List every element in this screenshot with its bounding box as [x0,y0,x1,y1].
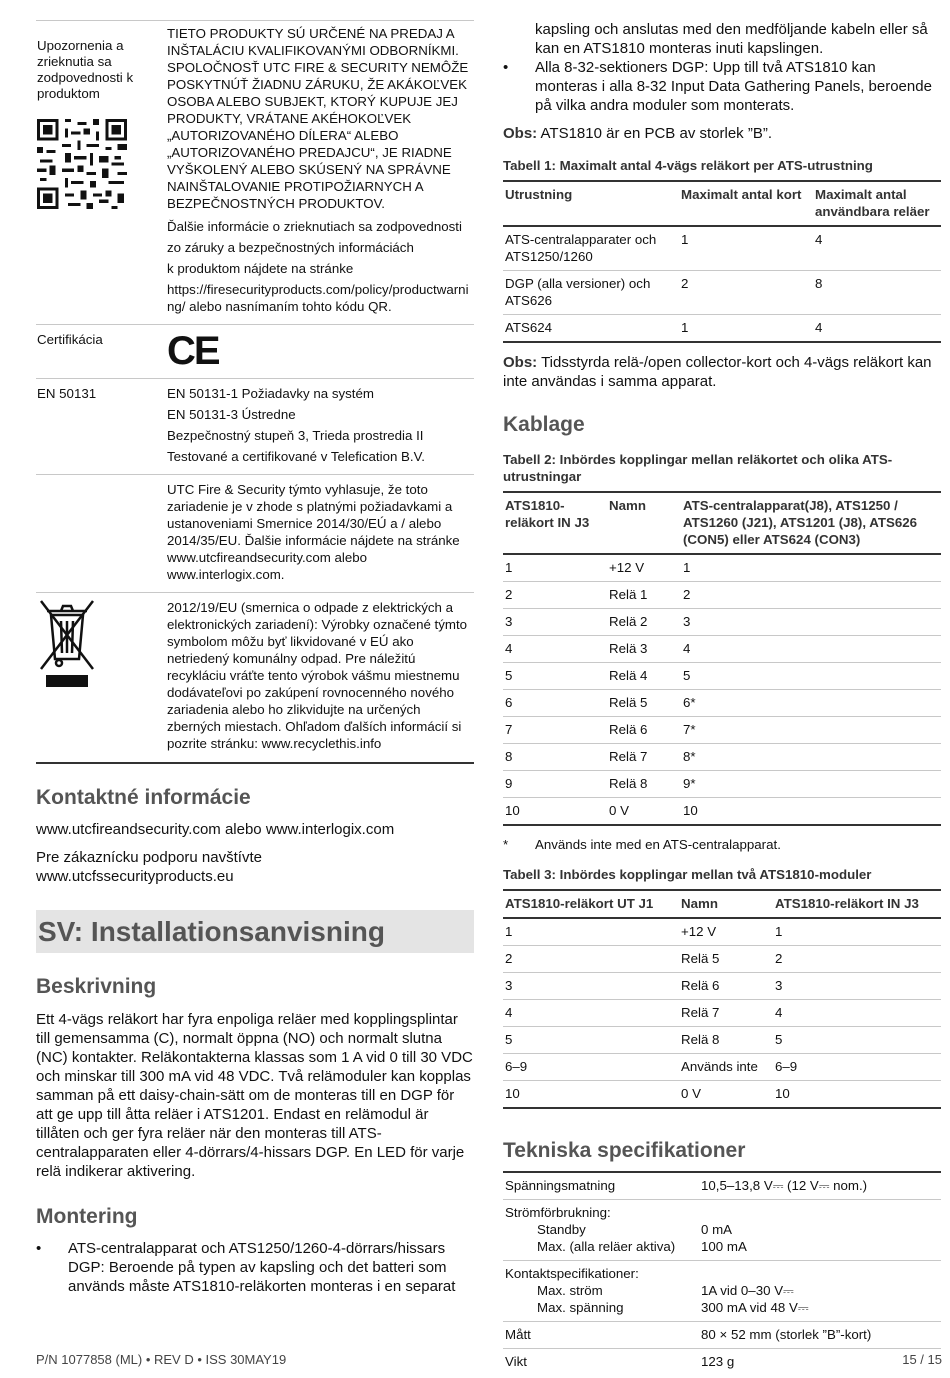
table-row [503,636,941,663]
table-cell: 2 [503,582,607,609]
regulatory-table [36,20,474,764]
table2-title: Tabell 2: Inbördes kopplingar mellan reläkortet och olika ATS-utrustningar [503,452,893,484]
spec-value: 1A vid 0–30 V⎓ [701,1283,794,1298]
table-cell: 6* [681,690,941,717]
table-header-row [503,890,941,918]
table-row [36,593,474,764]
table-row [503,1200,941,1261]
table-cell: 4 [503,636,607,663]
section-banner: SV: Installationsanvisning [36,910,474,953]
montering-list-continued [503,58,941,115]
table-row [503,918,941,946]
table-cell: 1 [681,554,941,582]
table-cell: 10 [503,1081,679,1109]
table-cell: +12 V [607,554,681,582]
table-row [503,946,941,973]
spec-value: 300 mA vid 48 V⎓ [701,1300,809,1315]
table1 [503,180,941,343]
note-label: Obs: [503,125,538,142]
table-row [503,609,941,636]
table-cell: 1 [679,315,813,343]
footnote-text: Används inte med en ATS-centralapparat. [535,837,781,852]
table-cell: Relä 2 [607,609,681,636]
table-cell: ATS-centralapparater och ATS1250/1260 [503,226,679,271]
table-cell: 4 [813,315,941,343]
table-cell: 2 [503,946,679,973]
table-cell: Relä 4 [607,663,681,690]
table-cell: Relä 7 [607,744,681,771]
table-row [36,325,474,379]
table2 [503,491,941,826]
table-cell: 4 [681,636,941,663]
standard-line: Bezpečnostný stupeň 3, Trieda prostredia II [167,428,424,443]
table-cell: 6–9 [773,1054,941,1081]
disclaimer-text: TIETO PRODUKTY SÚ URČENÉ NA PREDAJ A INŠTALÁCIU KVALIFIKOVANÝMI ODBORNÍKMI. SPOLOČNOSŤ UTC FIRE & SECURITY NEMÔŽE POSKYTNÚŤ ŽIADNU ZÁRUKU, ŽE AKÁKOĽVEK OSOBA ALEBO SUBJEKT, KTORÝ KUPUJE JEJ PRODUKTY, VRÁTANE AKÉHOKOĽVEK „AUTORIZOVANÉHO DÍLERA“ ALEBO „AUTORIZOVANÉHO PREDAJCU“, JE RIADNE VYŠKOLENÝ ALEBO SKÚSENÝ NA SPRÁVNE NAINŠTALOVANIE PROTIPOŽIARNYCH A BEZPEČNOSTNÝCH PRODUKTOV. [167,26,469,211]
column-header: ATS1810-reläkort IN J3 [503,492,607,554]
table-cell: 8* [681,744,941,771]
weee-bin-icon [37,597,97,693]
spec-value: 0 mA [701,1222,733,1237]
table-cell: 8 [503,744,607,771]
footer-part-number: P/N 1077858 (ML) • REV D • ISS 30MAY19 [36,1352,287,1367]
table-cell: 5 [681,663,941,690]
table-row [503,1027,941,1054]
specs-table [503,1171,941,1375]
table-row [503,1172,941,1200]
montering-continued: kapsling och anslutas med den medföljande kabeln eller så kan en ATS1810 monteras inuti kapslingen. [535,21,928,57]
montering-list [36,1239,474,1296]
table-cell: 6–9 [503,1054,679,1081]
left-column [36,0,474,1296]
table-cell: Relä 8 [607,771,681,798]
table-header-row [503,181,941,226]
standard-label: EN 50131 [36,379,167,475]
column-header: ATS-centralapparat(J8), ATS1250 / ATS1260 (J21), ATS1201 (J8), ATS626 (CON5) eller ATS624 (CON3) [681,492,941,554]
ce-mark-icon: CE [167,329,219,373]
table-cell: 2 [679,271,813,315]
spec-subkey: Max. spänning [537,1300,624,1315]
table1-title: Tabell 1: Maximalt antal 4-vägs reläkort per ATS-utrustning [503,158,873,173]
disclaimer-more-info: k produktom nájdete na stránke [167,261,354,276]
table-cell: Relä 6 [679,973,773,1000]
spec-value: 123 g [701,1354,735,1369]
table-cell: 10 [503,798,607,826]
table-cell: 5 [503,1027,679,1054]
table-row [503,771,941,798]
table-cell: Relä 7 [679,1000,773,1027]
spec-value: 80 × 52 mm (storlek ”B”-kort) [699,1322,941,1349]
table-cell: 1 [679,226,813,271]
table-cell: 1 [773,918,941,946]
note-text: Tidsstyrda relä-/open collector-kort och 4-vägs reläkort kan inte användas i samma apparat. [503,354,932,390]
table-cell: 2 [681,582,941,609]
table-row [503,1349,941,1376]
table-cell: 7 [503,717,607,744]
contact-websites: www.utcfireandsecurity.com alebo www.interlogix.com [36,821,395,838]
table-row [503,582,941,609]
conformity-text: UTC Fire & Security týmto vyhlasuje, že toto zariadenie je v zhode s platnými požiadavkami a ustanoveniami Smernice 2014/30/EÚ a / alebo 2014/35/EU. Ďalšie informácie nájdete na stránke www.utcfireandsecurity.com alebo www.interlogix.com. [167,482,460,582]
table-cell: Relä 3 [607,636,681,663]
list-item: • ATS-centralapparat och ATS1250/1260-4-dörrars/hissars DGP: Beroende på typen av kapsling och det batteri som används måste ATS1810-reläkorten monteras i en separat [36,1239,474,1296]
column-header: Namn [679,890,773,918]
table-cell: 7* [681,717,941,744]
table-cell: 3 [503,973,679,1000]
right-column [503,0,941,1375]
table-cell: 3 [773,973,941,1000]
spec-key: Kontaktspecifikationer: [505,1266,639,1281]
beskrivning-heading: Beskrivning [36,975,157,998]
table-header-row [503,492,941,554]
contact-heading: Kontaktné informácie [36,786,251,809]
disclaimer-label: Upozornenia a zrieknutia sa zodpovednosti k produktom [37,38,134,101]
spec-subkey: Standby [537,1222,586,1237]
table-cell: 9 [503,771,607,798]
note-label: Obs: [503,354,538,371]
beskrivning-text: Ett 4-vägs reläkort har fyra enpoliga reläer med kopplingsplintar till gemensamma (C), normalt öppna (NO) och normalt slutna (NC) kontakter. Reläkontakterna klassas som 1 A vid 0 till 30 VDC och minskar till 300 mA vid 48 VDC. Två relämoduler kan kopplas samman på ett daisy-chain-sätt om de monteras till en DGP för att ge upp till åtta reläer i ATS1201. Endast en relämodul är tillåten och ger fyra reläer när den monteras till ATS-centralapparaten eller 4-dörrars/4-hissars DGP. En LED för varje relä indikerar aktivering. [36,1011,473,1180]
table-row [503,717,941,744]
table-cell: Relä 5 [607,690,681,717]
spec-key: Vikt [505,1354,527,1369]
table-cell: Relä 6 [607,717,681,744]
table-row [503,744,941,771]
table-row [503,271,941,315]
spec-subkey: Max. ström [537,1283,603,1298]
table-cell: 1 [503,918,679,946]
table-row [503,1054,941,1081]
certification-label: Certifikácia [36,325,167,379]
table-cell: Relä 5 [679,946,773,973]
table-cell: Relä 8 [679,1027,773,1054]
table-cell: 2 [773,946,941,973]
table-row [36,379,474,475]
montering-note [503,124,941,143]
footnote-mark: * [503,837,509,852]
spec-subkey: Max. (alla reläer aktiva) [537,1239,676,1254]
table-row [503,690,941,717]
table-row [503,798,941,826]
table-row [503,226,941,271]
table-row [503,973,941,1000]
table-cell: 0 V [607,798,681,826]
spec-key: Strömförbrukning: [505,1205,611,1220]
column-header: Utrustning [503,181,679,226]
kablage-heading: Kablage [503,413,585,436]
table-cell: +12 V [679,918,773,946]
table3-title: Tabell 3: Inbördes kopplingar mellan två ATS1810-moduler [503,867,872,882]
table-cell: 4 [503,1000,679,1027]
standard-line: EN 50131-3 Ústredne [167,407,296,422]
column-header: Maximalt antal användbara reläer [813,181,941,226]
table3 [503,889,941,1109]
table-cell: Relä 1 [607,582,681,609]
standard-line: EN 50131-1 Požiadavky na systém [167,386,374,401]
table-cell: ATS624 [503,315,679,343]
table2-footnote [503,837,941,852]
column-header: ATS1810-reläkort UT J1 [503,890,679,918]
contact-support: Pre zákaznícku podporu navštívte www.utcfssecurityproducts.eu [36,849,262,885]
table-cell: 10 [681,798,941,826]
table1-note [503,353,941,391]
table-row [503,315,941,343]
table-cell: 3 [681,609,941,636]
spec-value: 100 mA [701,1239,747,1254]
qr-code-icon [37,106,127,222]
footer-page-number: 15 / 15 [902,1352,942,1367]
montering-heading: Montering [36,1205,138,1228]
table-row [503,1322,941,1349]
column-header: Namn [607,492,681,554]
table-cell: 8 [813,271,941,315]
disclaimer-url: https://firesecurityproducts.com/policy/productwarning/ alebo nasnímaním tohto kódu QR. [167,282,469,314]
table-row [36,21,474,325]
table-cell: 5 [503,663,607,690]
disclaimer-more-info: Ďalšie informácie o zrieknutiach sa zodpovednosti [167,219,462,234]
table-cell: Används inte [679,1054,773,1081]
column-header: Maximalt antal kort [679,181,813,226]
table-row [503,1261,941,1322]
spec-value: 10,5–13,8 V⎓ (12 V⎓ nom.) [699,1172,941,1200]
table-cell: 4 [813,226,941,271]
table-cell: 5 [773,1027,941,1054]
list-item: • Alla 8-32-sektioners DGP: Upp till två ATS1810 kan monteras i alla 8-32 Input Data Gathering Panels, beroende på vilka andra moduler som monterats. [503,58,941,115]
disclaimer-more-info: zo záruky a bezpečnostných informáciách [167,240,414,255]
table-cell: 3 [503,609,607,636]
table-row [36,475,474,593]
standard-line: Testované a certifikované v Telefication B.V. [167,449,425,464]
note-text: ATS1810 är en PCB av storlek ”B”. [537,125,772,142]
table-cell: 10 [773,1081,941,1109]
specs-heading: Tekniska specifikationer [503,1139,746,1162]
table-cell: 1 [503,554,607,582]
table-cell: 6 [503,690,607,717]
weee-text: 2012/19/EU (smernica o odpade z elektrických a elektronických zariadení): Výrobky označené týmto symbolom môžu byť likvidované v EÚ ako netriedený komunálny odpad. Pre náležitú recykláciu vráťte tento výrobok vášmu miestnemu dodávateľovi po zakúpení rovnocenného nového zariadenia alebo ho zlikvidujte na určených zberných miestach. Ohľadom ďalších informácií si pozrite stránku: www.recyclethis.info [167,600,468,751]
table-row [503,1000,941,1027]
table-cell: DGP (alla versioner) och ATS626 [503,271,679,315]
table-cell: 9* [681,771,941,798]
column-header: ATS1810-reläkort IN J3 [773,890,941,918]
spec-key: Spänningsmatning [503,1172,699,1200]
table-cell: 0 V [679,1081,773,1109]
table-cell: 4 [773,1000,941,1027]
table-row [503,554,941,582]
spec-key: Mått [503,1322,699,1349]
table-row [503,1081,941,1109]
table-row [503,663,941,690]
